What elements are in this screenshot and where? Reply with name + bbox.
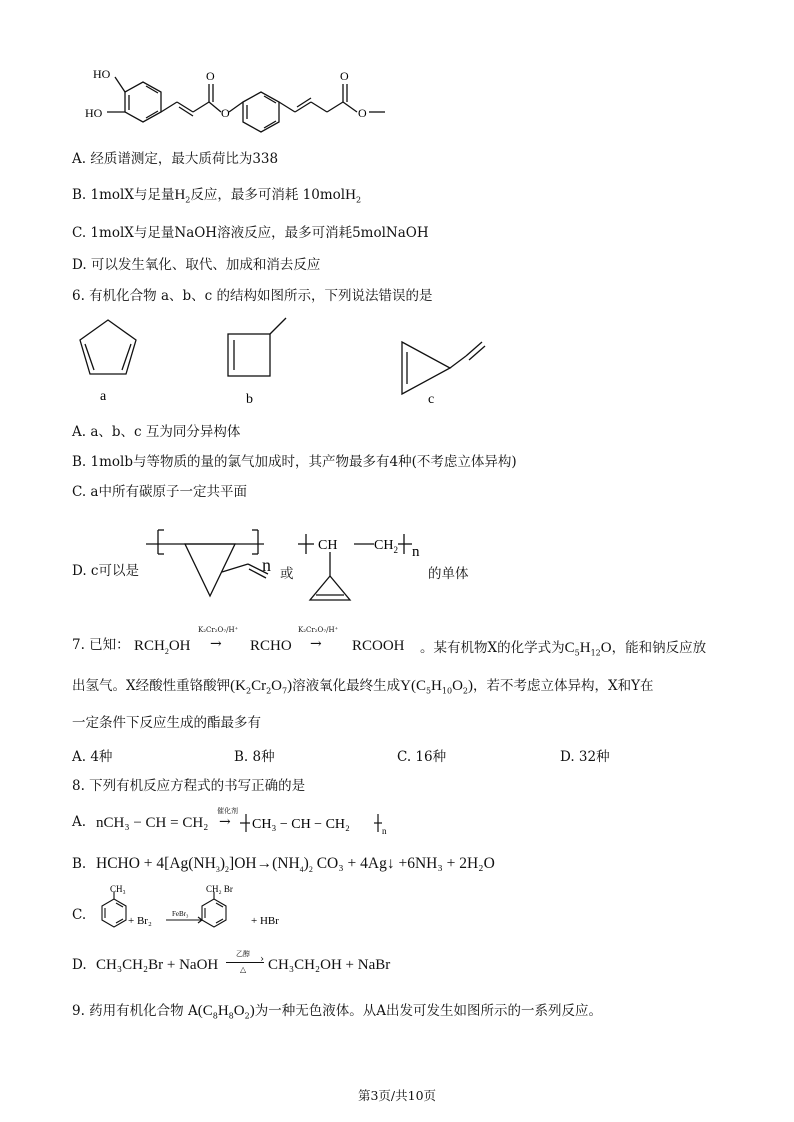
q7-reagent-1: K₂Cr₂O₇/H⁺: [198, 626, 239, 634]
q7-option-c: C. 16种: [397, 749, 447, 765]
q6-option-d-polymer-2: [294, 528, 434, 608]
q8-option-a-label: A.: [72, 814, 87, 830]
q8-option-c-ch2br: CH₂ Br: [206, 884, 233, 894]
q8-option-c-hbr: + HBr: [251, 915, 279, 927]
q8-option-d-reactant: CH₃CH₂Br + NaOH: [96, 957, 219, 973]
q8-option-a-product: CH₃ − CH − CH₂: [252, 817, 350, 832]
q8-option-a-catalyst: 催化剂: [217, 807, 238, 815]
q8-option-a-product-brackets: [238, 810, 398, 840]
q7-option-b: B. 8种: [234, 749, 275, 765]
q6-option-d-prefix: D. c可以是: [72, 563, 139, 579]
q6-option-a: A. a、b、c 互为同分异构体: [72, 424, 241, 440]
q7-line-3: 一定条件下反应生成的酯最多有: [72, 715, 261, 731]
q8-option-c-ch3: CH₃: [110, 884, 126, 894]
q7-label: 7. 已知：: [72, 637, 130, 653]
q7-option-a: A. 4种: [72, 749, 113, 765]
q5-label-ho-top: HO: [93, 67, 111, 81]
q8-option-d-arrow-head: ›: [260, 954, 264, 965]
q8-option-a-arrow: →: [219, 814, 231, 830]
q7-rcho: RCHO: [250, 638, 292, 654]
q6-option-d-or: 或: [280, 566, 294, 582]
q6-option-d-polymer-1: [140, 524, 280, 604]
q6-option-d-ch: CH: [318, 538, 338, 553]
q6-label-c: c: [428, 392, 435, 407]
q7-line-2: 出氢气。X经酸性重铬酸钾$(K_2Cr_2O_7)$溶液氧化最终生成$Y(C_5H_{10}O_2)$，若不考虑立体异构，X和Y在: [72, 678, 654, 696]
q8-option-c-br2: + Br₂: [128, 915, 152, 927]
q5-label-o-carbonyl1: O: [206, 69, 215, 83]
q6-option-d-suffix: 的单体: [428, 566, 469, 582]
q5-label-o-ester: O: [221, 106, 230, 120]
q8-option-d-label: D.: [72, 957, 87, 973]
q6-label-b: b: [246, 392, 253, 407]
q7-rch2oh: $RCH_2OH$: [134, 638, 191, 656]
q5-label-o-methoxy: O: [358, 106, 367, 120]
q8-option-d-cond-bottom: △: [240, 965, 247, 974]
q7-option-d: D. 32种: [560, 749, 610, 765]
q6-label-a: a: [100, 389, 107, 404]
q7-reagent-2: K₂Cr₂O₇/H⁺: [298, 626, 339, 634]
q8-option-c-febr3: FeBr₃: [172, 910, 189, 918]
q5-option-d: D. 可以发生氧化、取代、加成和消去反应: [72, 257, 321, 273]
q6-option-b: B. 1molb与等物质的量的氯气加成时，其产物最多有4种(不考虑立体异构): [72, 454, 517, 470]
q6-structures-abc: [70, 310, 530, 410]
q5-label-ho-bottom: HO: [85, 106, 103, 120]
q5-molecule-structure: [85, 62, 405, 142]
q5-label-o-carbonyl2: O: [340, 69, 349, 83]
q8-option-d-cond-top: 乙醇: [236, 950, 250, 958]
q6-stem: 6. 有机化合物 a、b、c 的结构如图所示，下列说法错误的是: [72, 288, 433, 304]
q5-option-c: C. 1molX与足量NaOH溶液反应，最多可消耗5molNaOH: [72, 225, 429, 241]
q6-option-d-n2: n: [412, 544, 420, 560]
q8-option-b-label: B.: [72, 856, 87, 872]
q8-option-a-n: n: [382, 826, 387, 836]
q5-option-a: A. 经质谱测定，最大质荷比为338: [72, 151, 279, 167]
q8-option-b-equation: HCHO + $4[Ag(NH_3)_2]OH\to(NH_4)_2$ CO₃ + 4Ag↓ +6NH₃ + 2H₂O: [96, 855, 495, 875]
q8-stem: 8. 下列有机反应方程式的书写正确的是: [72, 778, 306, 794]
q6-option-d-ch2: $CH_2$: [374, 538, 398, 555]
q8-option-a-reactant: nCH₃ − CH = CH₂: [96, 815, 209, 831]
q5-option-b: B. 1molX与足量$H_2$反应，最多可消耗 10molH$_2$: [72, 187, 362, 205]
q7-rcooh: RCOOH: [352, 638, 405, 654]
q8-option-c-reaction: [86, 882, 346, 942]
page-footer: 第3页/共10页: [357, 1088, 437, 1103]
q9-stem: 9. 药用有机化合物 $A(C_8H_8O_2)$为一种无色液体。从A出发可发生如图所示的一系列反应。: [72, 1003, 602, 1021]
q8-option-d-arrow-line: [226, 962, 264, 963]
q7-arrow-1: →: [210, 636, 222, 652]
q6-option-d-n1: n: [262, 555, 271, 575]
q7-arrow-2: →: [310, 636, 322, 652]
q7-text-1: 。某有机物X的化学式为$C_5H_{12}O$，能和钠反应放: [420, 640, 707, 658]
q8-option-d-product: CH₃CH₂OH + NaBr: [268, 957, 391, 973]
q8-option-c-label: C.: [72, 907, 87, 923]
q6-option-c: C. a中所有碳原子一定共平面: [72, 484, 247, 500]
